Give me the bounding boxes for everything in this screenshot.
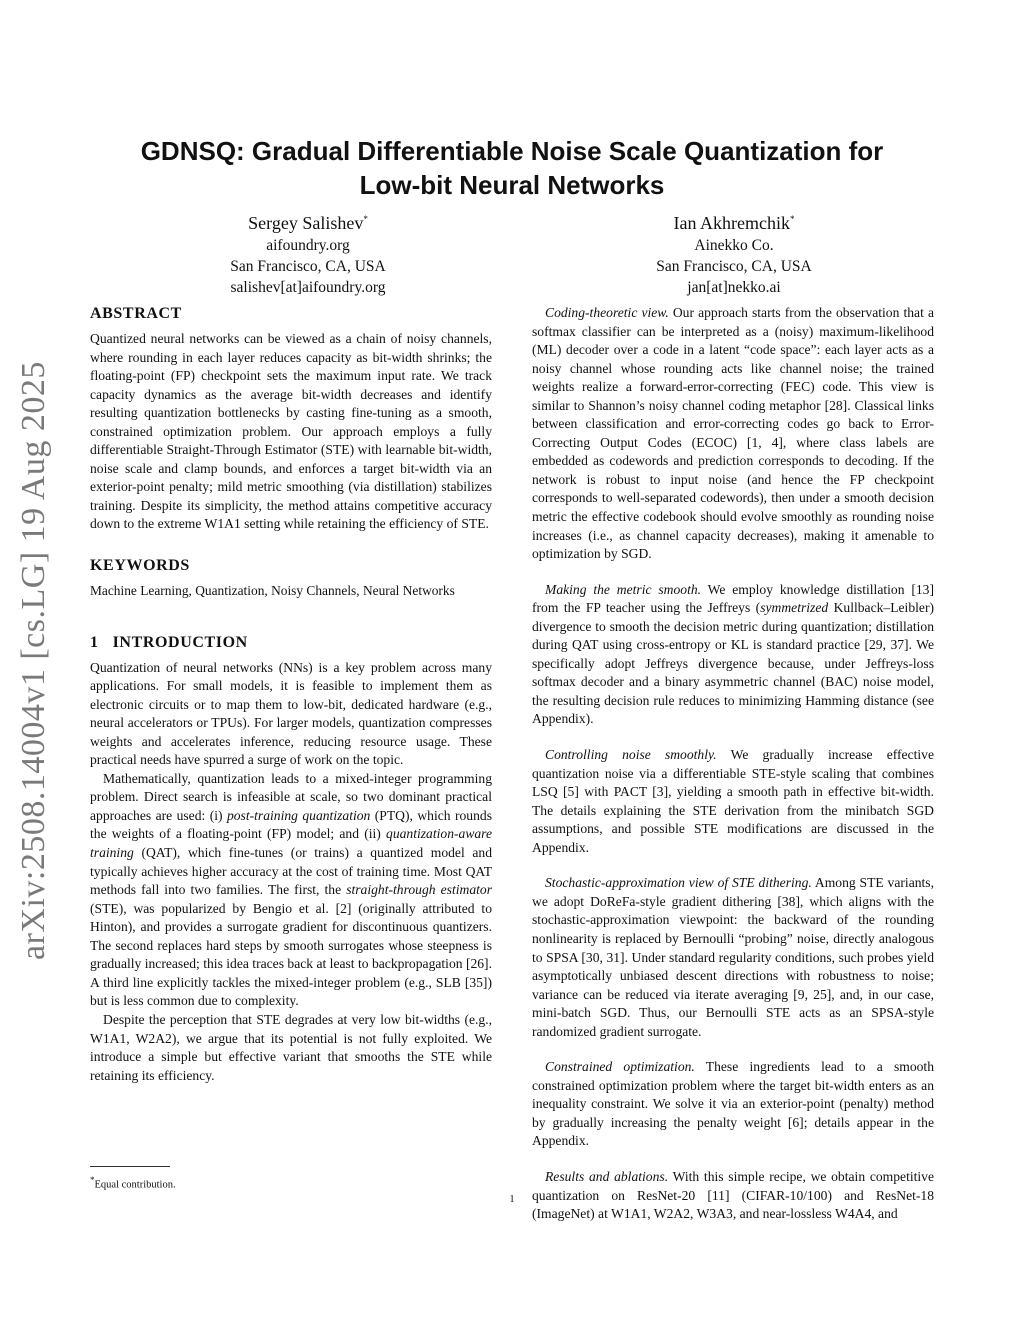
left-column — [90, 304, 492, 1085]
keywords-text: Machine Learning, Quantization, Noisy Channels, Neural Networks — [90, 583, 455, 599]
author-location: San Francisco, CA, USA — [656, 258, 812, 275]
abstract-heading: ABSTRACT — [90, 305, 182, 322]
author-name: Ian Akhremchik — [673, 213, 790, 233]
keywords-heading: KEYWORDS — [90, 557, 190, 575]
author-name: Sergey Salishev — [248, 213, 364, 233]
intro-paragraph-2: Mathematically, quantization leads to a mixed-integer programming problem. Direct search is infeasible at scale, so two dominant practical approaches are used: (i) post-training quantization (PTQ), which rounds the weights of a floating-point (FP) model; and (ii) quantization-aware training (QAT), which fine-tunes (or trains) a quantized model and typically achieves higher accuracy at the cost of training time. Most QAT methods fall into two families. The first, the straight-through estimator (STE), was popularized by Bengio et al. [2] (originally attributed to Hinton), and provides a surrogate gradient for discontinuous quantizers. The second replaces hard steps by smooth surrogates whose steepness is gradually increased; this idea traces back at least to backpropagation [26]. A third line explicitly tackles the mixed-integer problem (e.g., SLB [35]) but is less common due to complexity. — [90, 770, 492, 1009]
author-affiliation: aifoundry.org — [266, 237, 350, 254]
title-line-1: GDNSQ: Gradual Differentiable Noise Scale Quantization for — [140, 136, 884, 166]
abstract-text: Quantized neural networks can be viewed as a chain of noisy channels, where rounding in each layer reduces capacity as bit-width shrinks; the floating-point (FP) checkpoint sets the maximum input rate. We track capacity dynamics as the average bit-width decreases and identify resulting quantization bottlenecks by casting fine-tuning as a smooth, constrained optimization problem. Our approach employs a fully differentiable Straight-Through Estimator (STE) with learnable bit-width, noise scale and clamp bounds, and enforces a target bit-width via an exterior-point penalty; mild metric smoothing (via distillation) stabilizes training. Despite its simplicity, the method attains competitive accuracy down to the extreme W1A1 setting while retaining the efficiency of STE. — [90, 331, 492, 532]
paragraph-stochastic-approximation: Stochastic-approximation view of STE dithering. Among STE variants, we adopt DoReFa-style gradient dithering [38], which aligns with the stochastic-approximation viewpoint: the backward of the rounding nonlinearity is replaced by Bernoulli “probing” noise, directly analogous to SPSA [30, 31]. Under standard regularity conditions, such probes yield asymptotically unbiased descent directions with robustness to noise; variance can be reduced via iterate averaging [9, 25], and, in our case, mini-batch SGD. Thus, our Bernoulli STE acts as an SPSA-style randomized gradient surrogate. — [532, 875, 934, 1039]
paragraph-metric-smooth: Making the metric smooth. We employ knowledge distillation [13] from the FP teacher using the Jeffreys (symmetrized Kullback–Leibler) divergence to smooth the decision metric during quantization; distillation during QAT using cross-entropy or KL is standard practice [29, 37]. We specifically adopt Jeffreys divergence because, under Jeffreys-loss softmax decoder and a binary asymmetric channel (BAC) noise model, the resulting decision rule reduces to minimizing Hamming distance (see Appendix). — [532, 581, 934, 727]
intro-paragraph-3: Despite the perception that STE degrades at very low bit-widths (e.g., W1A1, W2A2), we argue that its potential is not fully exploited. We introduce a simple but effective variant that smooths the STE while retaining its efficiency. — [90, 1011, 492, 1083]
author-affiliation: Ainekko Co. — [694, 237, 774, 254]
right-column — [532, 304, 934, 1224]
section-number: 1 — [90, 633, 99, 651]
author-location: San Francisco, CA, USA — [230, 258, 386, 275]
author-block-1 — [148, 208, 468, 298]
author-mark: * — [789, 214, 795, 224]
title-line-2: Low-bit Neural Networks — [359, 170, 665, 200]
paragraph-results-ablations: Results and ablations. With this simple recipe, we obtain competitive quantization on ResNet-20 [11] (CIFAR-10/100) and ResNet-18 (ImageNet) at W1A1, W2A2, W3A3, and near-lossless W4A4, and — [532, 1168, 935, 1222]
author-block-2 — [574, 208, 894, 298]
page-number: 1 — [509, 1194, 515, 1205]
author-email: salishev[at]aifoundry.org — [230, 279, 386, 296]
section-heading-introduction — [90, 633, 492, 653]
intro-paragraph-1: Quantization of neural networks (NNs) is a key problem across many applications. For small models, it is feasible to implement them as electronic circuits or to map them to low-bit, dedicated hardware (e.g., neural accelerators or TPUs). For larger models, quantization compresses weights and accelerates inference, reducing resource usage. These practical needs have spurred a surge of work on the topic. — [90, 659, 492, 768]
paragraph-constrained-optimization: Constrained optimization. These ingredients lead to a smooth constrained optimization problem where the target bit-width enters as an inequality constraint. We solve it via an exterior-point (penalty) method by gradually increasing the penalty weight [6]; details appear in the Appendix. — [532, 1059, 934, 1149]
author-email: jan[at]nekko.ai — [687, 279, 781, 296]
author-mark: * — [363, 214, 368, 224]
paragraph-coding-theoretic-view: Coding-theoretic view. Our approach starts from the observation that a softmax classifier can be interpreted as a (noisy) maximum-likelihood (ML) decoder over a code in a latent “code space”: each layer acts as a noisy channel whose rounding acts like channel noise; the trained weights realize a forward-error-correcting (FEC) code. This view is similar to Shannon’s noisy channel coding metaphor [28]. Classical links between classification and error-correcting codes go back to Error-Correcting Output Codes (ECOC) [1, 4], where class labels are embedded as codewords and prediction corresponds to decoding. If the network is robust to input noise (and hence the FP checkpoint corresponds to well-separated codewords), then under a smooth decision metric the effective codebook should evolve smoothly as rounding noise increases (i.e., as channel capacity decreases), making it amenable to optimization by SGD. — [532, 305, 934, 562]
footnote: *Equal contribution. — [90, 1175, 176, 1191]
footnote-rule — [90, 1166, 170, 1167]
section-title: INTRODUCTION — [112, 633, 248, 651]
paper-title — [90, 134, 934, 202]
paragraph-controlling-noise: Controlling noise smoothly. We gradually increase effective quantization noise via a differentiable STE-style scaling that combines LSQ [5] with PACT [3], yielding a smooth path in effective bit-width. The details explaining the STE derivation from the minibatch SGD assumptions, and possible STE modifications are discussed in the Appendix. — [532, 747, 934, 855]
arxiv-identifier: arXiv:2508.14004v1 [cs.LG] 19 Aug 2025 — [15, 361, 52, 960]
